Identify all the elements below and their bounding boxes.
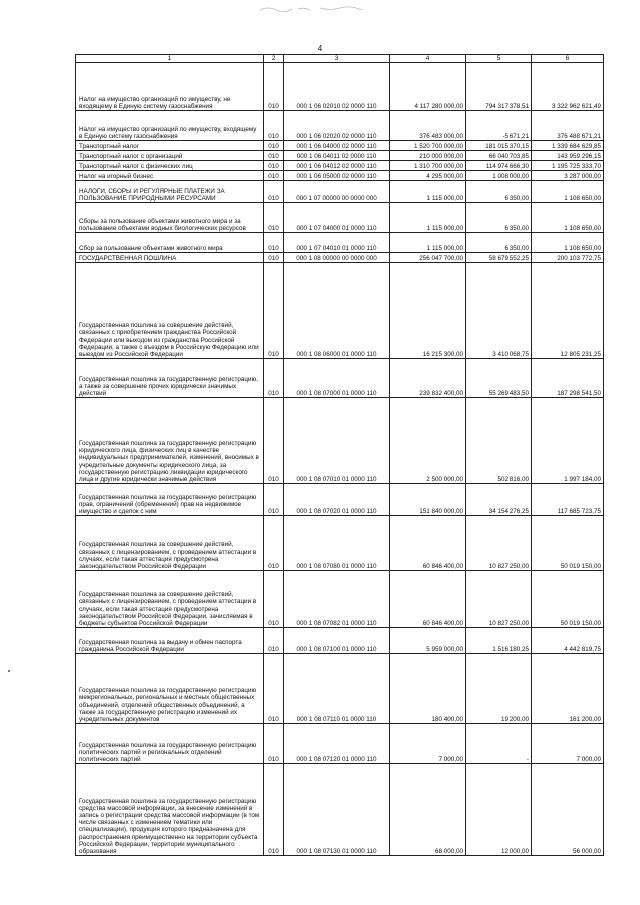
row-executed-amount-cell: 3 410 068,75 <box>466 263 532 359</box>
row-budget-code-cell: 000 1 06 04011 02 0000 110 <box>284 151 390 161</box>
row-remaining-amount-cell: 12 805 231,25 <box>532 263 604 359</box>
row-remaining-amount-cell: 3 287 000,00 <box>532 171 604 181</box>
row-budget-code-cell: 000 1 08 00000 00 0000 000 <box>284 253 390 263</box>
table-row <box>76 628 604 654</box>
table-row <box>76 63 604 111</box>
table-row <box>76 111 604 141</box>
row-budget-code-cell: 000 1 07 00000 00 0000 000 <box>284 181 390 203</box>
table-row <box>76 654 604 724</box>
row-line-code-cell: 010 <box>264 654 284 724</box>
row-approved-amount-cell: 4 117 280 000,00 <box>390 63 466 111</box>
row-approved-amount-cell: 7 000,00 <box>390 724 466 764</box>
column-header: 3 <box>284 55 390 63</box>
row-remaining-amount-cell: 1 108 650,00 <box>532 203 604 233</box>
row-name-cell: НАЛОГИ, СБОРЫ И РЕГУЛЯРНЫЕ ПЛАТЕЖИ ЗА ПОЛЬЗОВАНИЕ ПРИРОДНЫМИ РЕСУРСАМИ <box>76 181 264 203</box>
row-line-code-cell: 010 <box>264 263 284 359</box>
row-executed-amount-cell: 19 200,00 <box>466 654 532 724</box>
row-name-cell: Налог на имущество организаций по имуществу, входящему в Единую систему газоснабжения <box>76 111 264 141</box>
row-executed-amount-cell: 114 974 666,30 <box>466 161 532 171</box>
row-budget-code-cell: 000 1 08 06000 01 0000 110 <box>284 263 390 359</box>
row-remaining-amount-cell: 1 339 684 629,85 <box>532 141 604 151</box>
row-line-code-cell: 010 <box>264 764 284 856</box>
row-approved-amount-cell: 2 500 000,00 <box>390 398 466 484</box>
row-line-code-cell: 010 <box>264 181 284 203</box>
page-number: 4 <box>317 44 323 53</box>
row-budget-code-cell: 000 1 08 07010 01 0000 110 <box>284 398 390 484</box>
table-row <box>76 253 604 263</box>
row-line-code-cell: 010 <box>264 516 284 571</box>
column-header: 4 <box>390 55 466 63</box>
table-row <box>76 571 604 628</box>
row-approved-amount-cell: 68 000,00 <box>390 764 466 856</box>
row-approved-amount-cell: 180 400,00 <box>390 654 466 724</box>
row-name-cell: Сборы за пользование объектами животного мира и за пользование объектами водных биологических ресурсов <box>76 203 264 233</box>
row-budget-code-cell: 000 1 08 07100 01 0000 110 <box>284 628 390 654</box>
row-approved-amount-cell: 5 959 000,00 <box>390 628 466 654</box>
row-remaining-amount-cell: 7 000,00 <box>532 724 604 764</box>
row-name-cell: Государственная пошлина за выдачу и обмен паспорта гражданина Российской Федерации <box>76 628 264 654</box>
row-remaining-amount-cell: 143 959 296,15 <box>532 151 604 161</box>
row-remaining-amount-cell: 1 997 184,00 <box>532 398 604 484</box>
column-header: 1 <box>76 55 264 63</box>
table-row <box>76 764 604 856</box>
row-name-cell: Государственная пошлина за совершение действий, связанных с лицензированием, с проведением аттестации в случаях, если такая аттестация предусмотрена законодательством Российской Федерации, зачисляемая в бюджеты субъектов Российской Федерации <box>76 571 264 628</box>
row-line-code-cell: 010 <box>264 253 284 263</box>
table-row <box>76 263 604 359</box>
table-row <box>76 233 604 253</box>
row-name-cell: Транспортный налог с физических лиц <box>76 161 264 171</box>
table-row <box>76 141 604 151</box>
row-executed-amount-cell: 55 269 483,50 <box>466 359 532 398</box>
column-header: 6 <box>532 55 604 63</box>
row-executed-amount-cell: 66 040 703,85 <box>466 151 532 161</box>
row-name-cell: Налог на игорный бизнес <box>76 171 264 181</box>
row-budget-code-cell: 000 1 08 07110 01 0000 110 <box>284 654 390 724</box>
row-remaining-amount-cell: 3 322 962 621,49 <box>532 63 604 111</box>
row-line-code-cell: 010 <box>264 233 284 253</box>
row-executed-amount-cell: 794 317 378,51 <box>466 63 532 111</box>
column-number-row <box>76 55 604 63</box>
row-remaining-amount-cell: 376 488 671,21 <box>532 111 604 141</box>
row-name-cell: Государственная пошлина за государственную регистрацию прав, ограничений (обременений) прав на недвижимое имущество и сделок с ним <box>76 484 264 516</box>
row-line-code-cell: 010 <box>264 111 284 141</box>
row-remaining-amount-cell: 187 298 541,50 <box>532 359 604 398</box>
row-line-code-cell: 010 <box>264 141 284 151</box>
row-line-code-cell: 010 <box>264 571 284 628</box>
row-approved-amount-cell: 60 846 400,00 <box>390 516 466 571</box>
row-name-cell: ГОСУДАРСТВЕННАЯ ПОШЛИНА <box>76 253 264 263</box>
row-executed-amount-cell: 10 827 250,00 <box>466 516 532 571</box>
row-approved-amount-cell: 151 840 000,00 <box>390 484 466 516</box>
row-budget-code-cell: 000 1 08 07000 01 0000 110 <box>284 359 390 398</box>
table-row <box>76 181 604 203</box>
row-approved-amount-cell: 1 115 000,00 <box>390 233 466 253</box>
row-executed-amount-cell: 6 350,00 <box>466 203 532 233</box>
row-budget-code-cell: 000 1 06 02010 02 0000 110 <box>284 63 390 111</box>
row-line-code-cell: 010 <box>264 398 284 484</box>
row-approved-amount-cell: 210 000 000,00 <box>390 151 466 161</box>
row-line-code-cell: 010 <box>264 724 284 764</box>
table-row <box>76 516 604 571</box>
row-line-code-cell: 010 <box>264 359 284 398</box>
row-approved-amount-cell: 60 846 400,00 <box>390 571 466 628</box>
row-approved-amount-cell: 1 520 700 000,00 <box>390 141 466 151</box>
row-budget-code-cell: 000 1 07 04000 01 0000 110 <box>284 203 390 233</box>
row-executed-amount-cell: 502 816,00 <box>466 398 532 484</box>
revenue-report-table <box>75 54 604 856</box>
table-row <box>76 161 604 171</box>
row-line-code-cell: 010 <box>264 151 284 161</box>
row-remaining-amount-cell: 1 108 650,00 <box>532 233 604 253</box>
table-row <box>76 398 604 484</box>
row-remaining-amount-cell: 50 019 150,00 <box>532 571 604 628</box>
row-approved-amount-cell: 1 310 700 000,00 <box>390 161 466 171</box>
row-approved-amount-cell: 1 115 000,00 <box>390 181 466 203</box>
row-name-cell: Государственная пошлина за государственную регистрацию, а также за совершение прочих юридически значимых действий <box>76 359 264 398</box>
row-line-code-cell: 010 <box>264 203 284 233</box>
row-remaining-amount-cell: 161 200,00 <box>532 654 604 724</box>
row-budget-code-cell: 000 1 08 07130 01 0000 110 <box>284 764 390 856</box>
row-approved-amount-cell: 1 115 000,00 <box>390 203 466 233</box>
row-approved-amount-cell: 16 215 300,00 <box>390 263 466 359</box>
row-remaining-amount-cell: 117 685 723,75 <box>532 484 604 516</box>
row-budget-code-cell: 000 1 06 05000 02 0000 110 <box>284 171 390 181</box>
row-name-cell: Государственная пошлина за государственную регистрацию юридического лица, физических лиц в качестве индивидуальных предпринимателей, изменений, вносимых в учредительные документы юридического лица, за государственную регистрацию ликвидации юридического лица и другие юридически значимые действия <box>76 398 264 484</box>
row-remaining-amount-cell: 50 019 150,00 <box>532 516 604 571</box>
row-approved-amount-cell: 256 047 700,00 <box>390 253 466 263</box>
column-header: 2 <box>264 55 284 63</box>
row-remaining-amount-cell: 56 000,00 <box>532 764 604 856</box>
row-remaining-amount-cell: 1 195 725 333,70 <box>532 161 604 171</box>
row-name-cell: Транспортный налог <box>76 141 264 151</box>
row-budget-code-cell: 000 1 08 07120 01 0000 110 <box>284 724 390 764</box>
table-row <box>76 151 604 161</box>
row-executed-amount-cell: 1 516 180,25 <box>466 628 532 654</box>
column-header: 5 <box>466 55 532 63</box>
row-executed-amount-cell: 1 008 000,00 <box>466 171 532 181</box>
row-approved-amount-cell: 239 832 400,00 <box>390 359 466 398</box>
scan-speck <box>8 670 10 672</box>
row-name-cell: Государственная пошлина за совершение действий, связанных с приобретением гражданства Российской Федерации или выходом из гражданства Российской Федерации, а также с въездом в Российскую Федерацию или выездом из Российской Федерации <box>76 263 264 359</box>
row-remaining-amount-cell: 4 442 819,75 <box>532 628 604 654</box>
row-name-cell: Транспортный налог с организаций <box>76 151 264 161</box>
row-name-cell: Государственная пошлина за государственную регистрацию политических партий и региональных отделений политических партий <box>76 724 264 764</box>
row-name-cell: Государственная пошлина за совершение действий, связанных с лицензированием, с проведением аттестации в случаях, если такая аттестация предусмотрена законодательством Российской Федерации <box>76 516 264 571</box>
table-row <box>76 724 604 764</box>
table-row <box>76 171 604 181</box>
row-name-cell: Сбор за пользование объектами животного мира <box>76 233 264 253</box>
row-budget-code-cell: 000 1 06 04000 02 0000 110 <box>284 141 390 151</box>
row-approved-amount-cell: 376 483 000,00 <box>390 111 466 141</box>
row-budget-code-cell: 000 1 08 07020 01 0000 110 <box>284 484 390 516</box>
row-name-cell: Государственная пошлина за государственную регистрацию средства массовой информации, за внесение изменений в запись о регистрации средства массовой информации (в том числе связанных с изменением тематики или специализации), продукция которого предназначена для распространения преимущественно на территории субъекта Российской Федерации, территории муниципального образования <box>76 764 264 856</box>
row-budget-code-cell: 000 1 07 04010 01 0000 110 <box>284 233 390 253</box>
row-executed-amount-cell: -5 671,21 <box>466 111 532 141</box>
row-line-code-cell: 010 <box>264 171 284 181</box>
row-budget-code-cell: 000 1 06 02020 02 0000 110 <box>284 111 390 141</box>
row-budget-code-cell: 000 1 06 04012 02 0000 110 <box>284 161 390 171</box>
row-line-code-cell: 010 <box>264 628 284 654</box>
table-row <box>76 359 604 398</box>
row-executed-amount-cell: 10 827 250,00 <box>466 571 532 628</box>
row-name-cell: Государственная пошлина за государственную регистрацию межрегиональных, региональных и местных общественных объединений, отделений общественных объединений, а также за государственную регистрацию изменений их учредительных документов <box>76 654 264 724</box>
row-budget-code-cell: 000 1 08 07080 01 0000 110 <box>284 516 390 571</box>
row-executed-amount-cell: 6 350,00 <box>466 181 532 203</box>
row-executed-amount-cell: 12 000,00 <box>466 764 532 856</box>
row-line-code-cell: 010 <box>264 161 284 171</box>
table-row <box>76 484 604 516</box>
row-line-code-cell: 010 <box>264 484 284 516</box>
scan-artifact-mark <box>258 4 368 14</box>
table-row <box>76 203 604 233</box>
row-remaining-amount-cell: 200 103 772,75 <box>532 253 604 263</box>
row-executed-amount-cell: 181 015 370,15 <box>466 141 532 151</box>
row-executed-amount-cell: 34 154 276,25 <box>466 484 532 516</box>
row-remaining-amount-cell: 1 108 650,00 <box>532 181 604 203</box>
row-executed-amount-cell: 58 679 552,25 <box>466 253 532 263</box>
row-executed-amount-cell: 6 350,00 <box>466 233 532 253</box>
row-budget-code-cell: 000 1 08 07082 01 0000 110 <box>284 571 390 628</box>
row-line-code-cell: 010 <box>264 63 284 111</box>
row-name-cell: Налог на имущество организаций по имуществу, не входящему в Единую систему газоснабжения <box>76 63 264 111</box>
row-approved-amount-cell: 4 295 000,00 <box>390 171 466 181</box>
row-executed-amount-cell: - <box>466 724 532 764</box>
